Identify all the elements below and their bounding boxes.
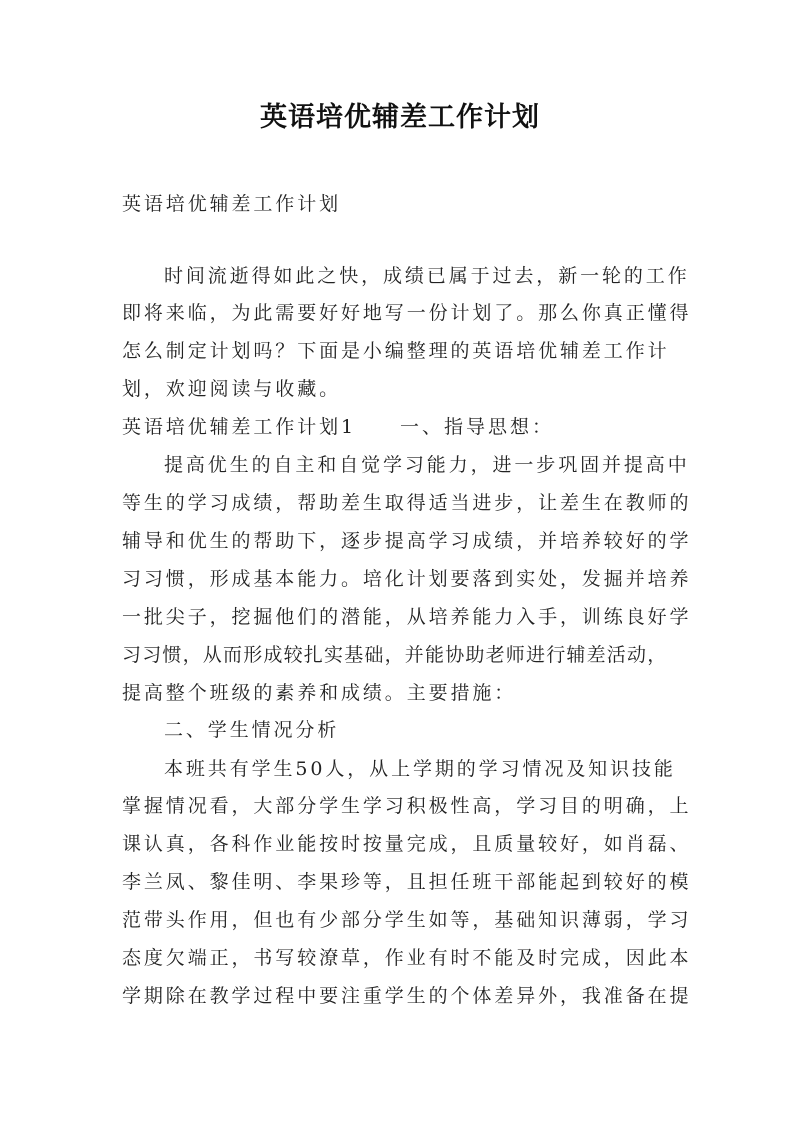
section-2-line: 范带头作用，但也有少部分学生如等，基础知识薄弱，学习 bbox=[122, 909, 692, 931]
section-1-line: 一批尖子，挖掘他们的潜能，从培养能力入手，训练良好学 bbox=[122, 606, 692, 628]
plan-heading: 英语培优辅差工作计划1 bbox=[122, 416, 356, 438]
section-1-line: 辅导和优生的帮助下，逐步提高学习成绩，并培养较好的学 bbox=[122, 530, 692, 552]
section-1-line: 等生的学习成绩，帮助差生取得适当进步，让差生在教师的 bbox=[122, 492, 692, 514]
section-2-heading: 二、学生情况分析 bbox=[164, 719, 340, 741]
section-1-line: 提高整个班级的素养和成绩。主要措施： bbox=[122, 682, 517, 704]
intro-line: 时间流逝得如此之快，成绩已属于过去，新一轮的工作 bbox=[164, 265, 690, 287]
intro-line: 即将来临，为此需要好好地写一份计划了。那么你真正懂得 bbox=[122, 302, 692, 324]
section-1-line: 习习惯，形成基本能力。培化计划要落到实处，发掘并培养 bbox=[122, 568, 692, 590]
section-2-line: 课认真，各科作业能按时按量完成，且质量较好，如肖磊、 bbox=[122, 833, 692, 855]
intro-line: 怎么制定计划吗？下面是小编整理的英语培优辅差工作计 bbox=[122, 340, 670, 362]
section-2-line: 掌握情况看，大部分学生学习积极性高，学习目的明确，上 bbox=[122, 795, 692, 817]
section-2-line: 本班共有学生50人，从上学期的学习情况及知识技能 bbox=[164, 758, 676, 780]
document-title: 英语培优辅差工作计划 bbox=[260, 102, 540, 133]
intro-line: 划，欢迎阅读与收藏。 bbox=[122, 378, 342, 400]
document-subtitle: 英语培优辅差工作计划 bbox=[122, 193, 342, 215]
section-1-heading: 一、指导思想： bbox=[400, 416, 555, 438]
section-1-line: 习习惯，从而形成较扎实基础，并能协助老师进行辅差活动， bbox=[122, 644, 668, 666]
section-2-line: 态度欠端正，书写较潦草，作业有时不能及时完成，因此本 bbox=[122, 947, 692, 969]
section-2-line: 李兰凤、黎佳明、李果珍等，且担任班干部能起到较好的模 bbox=[122, 871, 692, 893]
section-1-line: 提高优生的自主和自觉学习能力，进一步巩固并提高中 bbox=[164, 454, 690, 476]
section-2-line: 学期除在教学过程中要注重学生的个体差异外，我准备在提 bbox=[122, 985, 692, 1007]
